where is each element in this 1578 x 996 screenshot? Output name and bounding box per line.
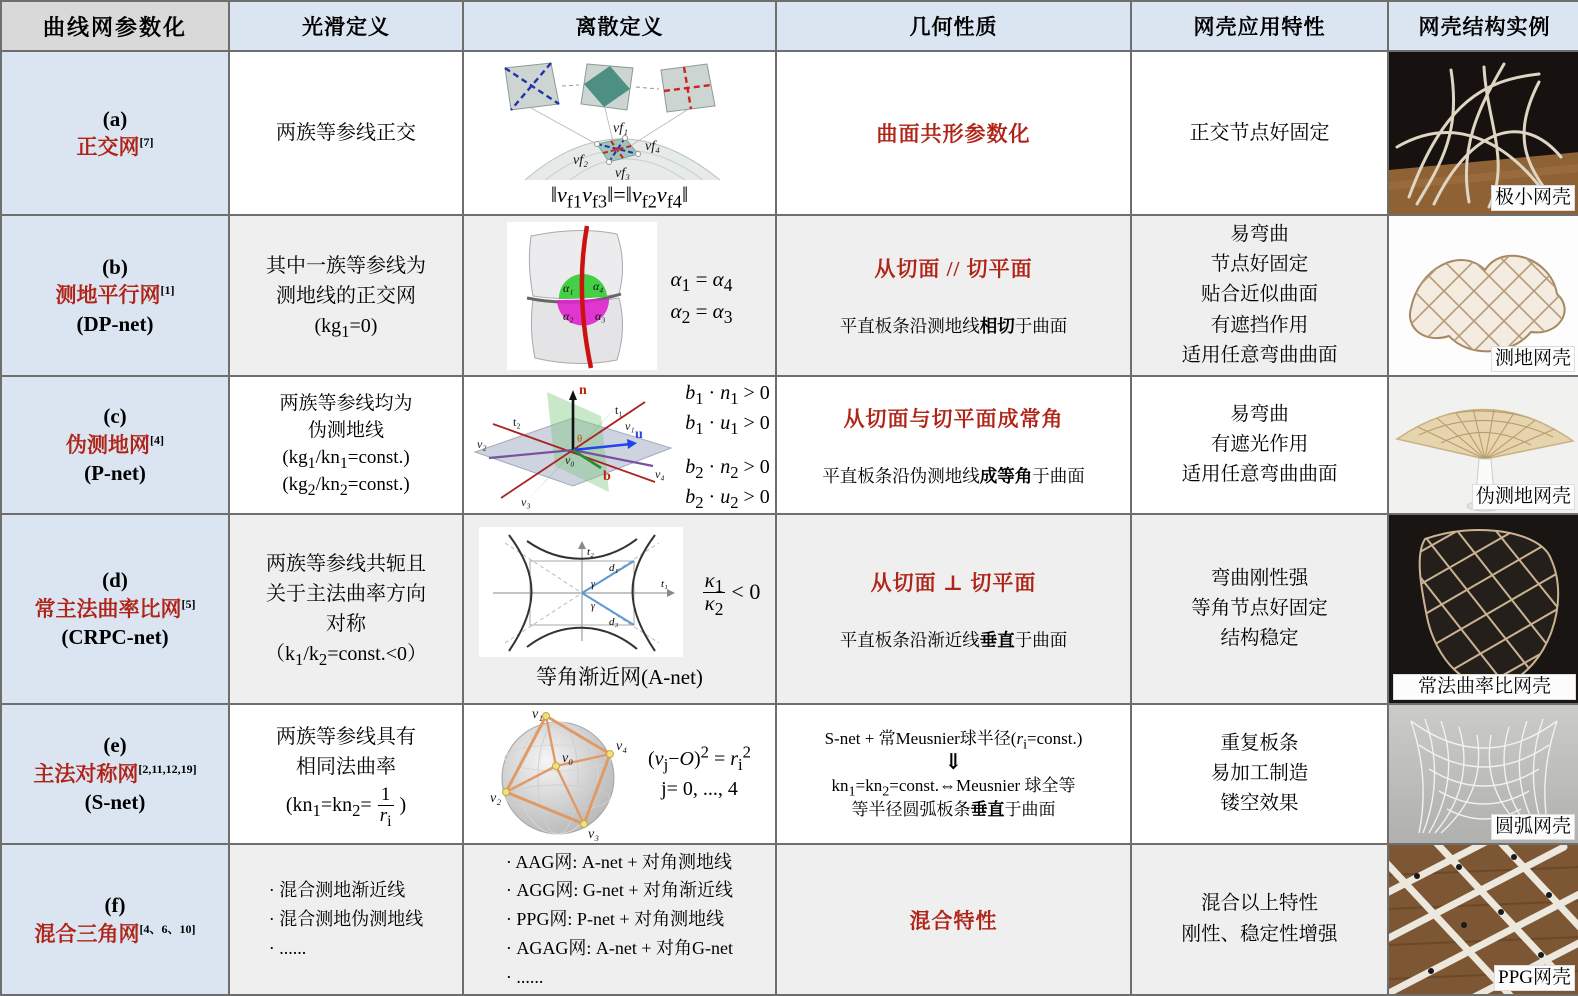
- vertex-label: vf₃: [614, 166, 630, 180]
- a-net-diagram: [479, 527, 683, 657]
- fraction-denominator: $r_i$: [379, 805, 392, 830]
- row-c-title: [66, 431, 164, 459]
- discrete-equations: $(v_j-O)^2 = r_i^2$ j= 0, ..., 4: [648, 742, 751, 800]
- smooth-definition-bullets: · 混合测地渐近线 · 混合测地伪测地线 · ......: [268, 880, 424, 958]
- row-b-title: [56, 281, 175, 309]
- u-vector-label: u: [635, 427, 643, 442]
- vertex-label: v₂: [490, 791, 502, 806]
- smooth-definition-text: 两族等参线共轭且 关于主法曲率方向 对称 $(k_1/k_2=const.<0)$: [265, 553, 427, 669]
- row-e-application-cell: [1132, 705, 1387, 843]
- geometry-line-1: S-net + 常Meusnier球半径$(r_i=const.)$: [824, 728, 1083, 753]
- application-text: 易弯曲 节点好固定 贴合近似曲面 有遮挡作用 适用任意弯曲曲面: [1181, 223, 1338, 366]
- row-b-alias: (DP-net): [76, 311, 154, 336]
- row-d-photo-cell: [1389, 515, 1578, 703]
- geometry-sub-text: 平直板条沿渐近线垂直于曲面: [839, 629, 1068, 650]
- application-text: 混合以上特性 刚性、稳定性增强: [1181, 893, 1338, 945]
- angle-label: α₃: [594, 308, 606, 323]
- vertex-label: vf₄: [644, 139, 660, 154]
- fraction-numerator: 1: [380, 784, 391, 806]
- geometry-main-text: 曲面共形参数化: [876, 122, 1031, 146]
- row-f-name-cell: [2, 845, 228, 994]
- photo-caption: 极小网壳: [1491, 185, 1575, 211]
- row-c-ref: [4]: [150, 432, 164, 447]
- normal-vector-label: n: [579, 383, 587, 398]
- row-b-name: 测地平行网: [55, 283, 161, 308]
- row-b-ref: [1]: [160, 283, 175, 298]
- t2-label: t₂: [513, 415, 521, 429]
- row-b-smooth-cell: [230, 216, 462, 375]
- t2-axis-label: t₂: [586, 546, 594, 558]
- row-a-application-cell: [1132, 52, 1387, 214]
- geometry-sub-text: 平直板条沿伪测地线成等角于曲面: [822, 465, 1085, 486]
- header-label: 网壳应用特性: [1193, 15, 1326, 39]
- vertex-label: v₃: [588, 827, 600, 842]
- row-a-smooth-cell: [230, 52, 462, 214]
- row-f-discrete-cell: [464, 845, 775, 994]
- row-e-smooth-cell: [230, 705, 462, 843]
- p-net-diagram: [469, 380, 677, 510]
- row-a-discrete-cell: [464, 52, 775, 214]
- geometry-main-text: 从切面 ⊥ 切平面: [870, 570, 1037, 595]
- photo-caption: 常法曲率比网壳: [1393, 674, 1576, 700]
- d3-label: d₃: [608, 616, 618, 628]
- smooth-definition-text: 两族等参线均为 伪测地线 $(kg_1/kn_1=const.)$ $(kg_2/kn_2=const.)$: [279, 393, 413, 499]
- formula-suffix: ): [399, 794, 407, 816]
- geometry-main-text: 从切面与切平面成常角: [843, 406, 1064, 431]
- smooth-definition-text: 两族等参线具有 相同法曲率: [276, 726, 416, 779]
- fraction-rhs: < 0: [731, 579, 761, 604]
- smooth-definition-formula: [285, 784, 407, 830]
- row-c-application-cell: [1132, 377, 1387, 513]
- row-c-smooth-cell: [230, 377, 462, 513]
- row-d-title: [35, 595, 196, 623]
- gamma-label: γ: [590, 579, 595, 590]
- double-down-arrow: ⇓: [944, 749, 963, 775]
- vertex-label: v₀: [562, 751, 574, 766]
- row-b-id: (b): [102, 254, 128, 279]
- application-text: 重复板条 易加工制造 镂空效果: [1210, 732, 1309, 815]
- theta-label: θ: [577, 433, 583, 445]
- header-label: 几何性质: [909, 15, 998, 39]
- s-net-diagram: [488, 706, 638, 842]
- row-e-name-cell: [2, 705, 228, 843]
- row-c-id: (c): [103, 404, 127, 429]
- row-d-name: 常主法曲率比网: [34, 596, 182, 621]
- photo-caption: 伪测地网壳: [1472, 484, 1575, 510]
- angle-label: α₂: [562, 308, 574, 323]
- row-d-discrete-cell: [464, 515, 775, 703]
- application-text: 正交节点好固定: [1189, 121, 1330, 144]
- row-b-application-cell: [1132, 216, 1387, 375]
- row-a-photo-cell: [1389, 52, 1578, 214]
- header-discrete-definition: [464, 2, 775, 50]
- discrete-equations: $\alpha_1 = \alpha_4$ $\alpha_2 = \alpha_3$: [670, 267, 733, 327]
- discrete-formula: $‖v_{f1}v_{f3}‖=‖v_{f2}v_{f4}‖$: [550, 182, 689, 212]
- header-label: 曲线网参数化: [42, 14, 187, 40]
- header-label: 网壳结构实例: [1418, 15, 1551, 39]
- application-text: 易弯曲 有遮光作用 适用任意弯曲曲面: [1181, 403, 1338, 486]
- row-f-smooth-cell: [230, 845, 462, 994]
- row-e-ref: [2,11,12,19]: [138, 761, 197, 776]
- vertex-label: v₀: [565, 453, 575, 467]
- row-c-photo-cell: [1389, 377, 1578, 513]
- row-c-name: 伪测地网: [66, 432, 150, 457]
- row-e-geometry-cell: [777, 705, 1130, 843]
- row-c-geometry-cell: [777, 377, 1130, 513]
- smooth-definition-text: 其中一族等参线为 测地线的正交网 $(kg_1=0)$: [266, 254, 426, 341]
- row-e-discrete-cell: [464, 705, 775, 843]
- row-d-alias: (CRPC-net): [61, 625, 169, 650]
- vertex-label: v₃: [521, 495, 531, 509]
- vertex-label: v₄: [655, 467, 665, 481]
- row-b-geometry-cell: [777, 216, 1130, 375]
- row-f-name: 混合三角网: [34, 921, 140, 946]
- row-e-id: (e): [103, 733, 127, 758]
- row-d-application-cell: [1132, 515, 1387, 703]
- row-b-discrete-cell: [464, 216, 775, 375]
- header-curve-net-parameterization: [2, 2, 228, 50]
- row-e-title: [33, 760, 196, 788]
- smooth-definition-text: 两族等参线正交: [276, 122, 416, 144]
- row-a-title: [77, 133, 154, 161]
- header-gridshell-application: [1132, 2, 1387, 50]
- row-d-id: (d): [102, 568, 128, 593]
- row-f-id: (f): [104, 893, 126, 918]
- row-e-alias: (S-net): [84, 790, 146, 815]
- curvature-ratio-formula: [703, 567, 761, 619]
- row-e-name: 主法对称网: [33, 761, 139, 786]
- photo-caption: 测地网壳: [1491, 346, 1575, 372]
- angle-label: α₁: [562, 280, 574, 295]
- vertex-label: v₁: [625, 419, 635, 433]
- geometry-sub-text: 平直板条沿测地线相切于曲面: [839, 316, 1068, 336]
- header-label: 离散定义: [575, 15, 664, 39]
- vertex-label: vf₁: [612, 121, 628, 136]
- row-a-id: (a): [102, 106, 128, 131]
- row-b-photo-cell: [1389, 216, 1578, 375]
- row-a-name-cell: [2, 52, 228, 214]
- fraction-denominator: $\kappa_2$: [704, 590, 724, 619]
- discrete-equations-2: $b_2 \cdot n_2 > 0$ $b_2 \cdot u_2 > 0$: [685, 456, 770, 512]
- row-d-geometry-cell: [777, 515, 1130, 703]
- row-c-discrete-cell: [464, 377, 775, 513]
- application-text: 弯曲刚性强 等角节点好固定 结构稳定: [1191, 567, 1328, 650]
- t1-axis-label: t₁: [660, 578, 668, 590]
- header-smooth-definition: [230, 2, 462, 50]
- geometry-main-text: 混合特性: [909, 908, 998, 933]
- fraction-numerator: $\kappa_1$: [704, 567, 724, 596]
- discrete-equations-1: $b_1 \cdot n_1 > 0$ $b_1 \cdot u_1 > 0$: [685, 382, 770, 438]
- row-a-ref: [7]: [139, 135, 154, 149]
- row-c-name-cell: [2, 377, 228, 513]
- photo-caption: PPG网壳: [1494, 965, 1575, 991]
- formula-prefix: ($kn_1=kn_2=$: [285, 794, 372, 820]
- row-f-application-cell: [1132, 845, 1387, 994]
- photo-caption: 圆弧网壳: [1491, 814, 1575, 840]
- vertex-label: v₄: [616, 739, 628, 754]
- vertex-label: vf₂: [572, 153, 588, 168]
- row-c-alias: (P-net): [84, 461, 146, 486]
- row-f-ref: [4、6、10]: [139, 921, 196, 936]
- geometry-line-4: 等半径圆弧板条垂直于曲面: [851, 799, 1056, 819]
- row-f-title: [35, 920, 196, 948]
- vertex-label: v₂: [477, 437, 487, 451]
- a-net-caption: 等角渐近网(A-net): [536, 665, 703, 689]
- row-f-geometry-cell: [777, 845, 1130, 994]
- row-a-geometry-cell: [777, 52, 1130, 214]
- row-f-photo-cell: [1389, 845, 1578, 994]
- row-e-photo-cell: [1389, 705, 1578, 843]
- row-d-name-cell: [2, 515, 228, 703]
- angle-label: α₄: [592, 278, 604, 293]
- geometry-main-text: 从切面 // 切平面: [874, 257, 1033, 281]
- row-a-name: 正交网: [76, 135, 140, 159]
- header-geometric-properties: [777, 2, 1130, 50]
- header-label: 光滑定义: [302, 15, 390, 39]
- row-d-smooth-cell: [230, 515, 462, 703]
- geometry-line-3: $kn_1=kn_2=const.\Leftrightarrow Meusnier$ 球全等: [831, 776, 1076, 800]
- row-b-name-cell: [2, 216, 228, 375]
- t1-label: t₁: [615, 403, 623, 417]
- discrete-definition-bullets: · AAG网: A-net + 对角测地线 · AGG网: G-net + 对角渐近线 · PPG网: P-net + 对角测地线 · AGAG网: A-net + 对角G-net · ......: [505, 851, 734, 987]
- gamma-label: γ: [590, 601, 595, 612]
- vertex-label: v₁: [532, 707, 544, 722]
- header-gridshell-examples: [1389, 2, 1578, 50]
- orthogonal-net-diagram: [475, 58, 765, 180]
- b-vector-label: b: [603, 469, 611, 484]
- d1-label: d₁: [608, 562, 618, 574]
- dp-net-diagram: [507, 222, 657, 370]
- row-d-ref: [5]: [181, 596, 196, 611]
